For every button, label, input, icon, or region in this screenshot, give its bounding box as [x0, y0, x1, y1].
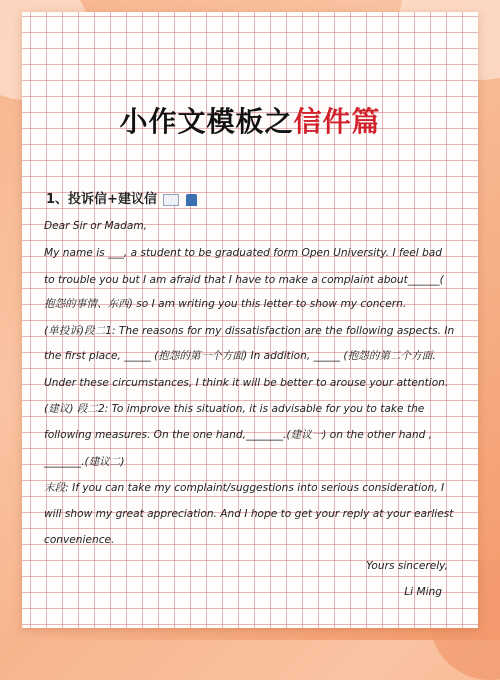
- letter-line: convenience.: [44, 534, 115, 546]
- letter-line: 抱怨的事情、东西) so I am writing you this letter to show my concern.: [44, 298, 407, 310]
- closing-sincerely: Yours sincerely,: [366, 560, 448, 572]
- title-highlight: 信件篇: [293, 105, 381, 138]
- letter-line: 末段: If you can take my complaint/suggestions into serious consideration, I: [44, 482, 445, 494]
- letter-line: _______.(建议二): [44, 456, 125, 468]
- letter-line: My name is ___, a student to be graduated form Open University. I feel bad: [44, 247, 443, 259]
- letter-line: Under these circumstances, I think it will be better to arouse your attention.: [44, 377, 449, 389]
- letter-line: to trouble you but I am afraid that I have to make a complaint about______(: [44, 274, 444, 286]
- envelope-icon: [163, 194, 179, 206]
- section-heading: [46, 188, 197, 207]
- letter-line: Dear Sir or Madam,: [44, 220, 148, 232]
- page-title: [0, 100, 500, 140]
- letter-line: (建议) 段二2: To improve this situation, it is advisable for you to take the: [44, 403, 425, 415]
- mailbox-icon: [186, 194, 197, 206]
- letter-line: (单投诉)段二1: The reasons for my dissatisfaction are the following aspects. In: [44, 325, 455, 337]
- signature-name: Li Ming: [404, 586, 442, 598]
- letter-line: will show my great appreciation. And I hope to get your reply at your earliest: [44, 508, 454, 520]
- section-heading-text: 1、投诉信+建议信: [46, 192, 157, 207]
- letter-line: following measures. On the one hand,_______.(建议一) on the other hand ,: [44, 429, 433, 441]
- letter-line: the first place, _____ (抱怨的第一个方面) In addition, _____ (抱怨的第二个方面.: [44, 350, 436, 362]
- title-main: 小作文模板之: [119, 105, 294, 138]
